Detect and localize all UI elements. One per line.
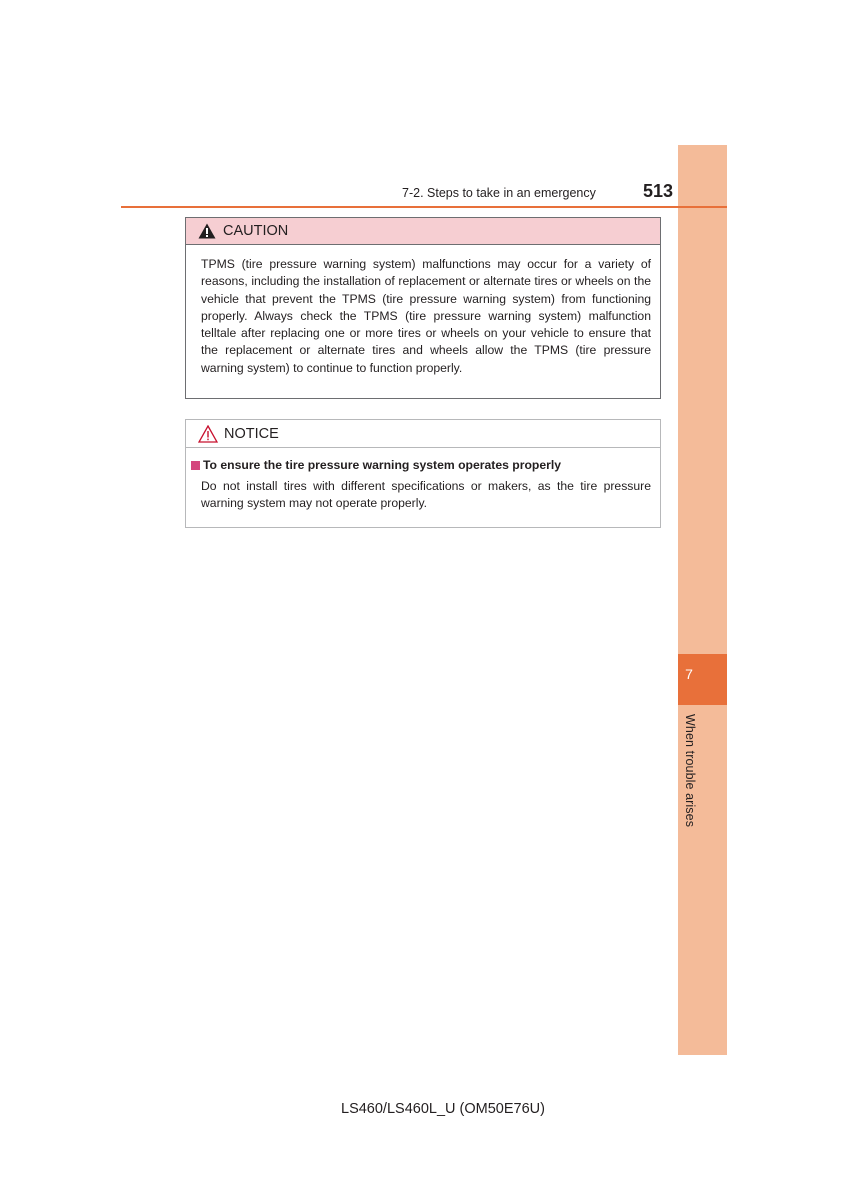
header-rule — [121, 206, 727, 208]
caution-text: TPMS (tire pressure warning system) malfunctions may occur for a variety of reasons, including the installation of replacement or alternate tires or wheels on the vehicle that prevent the TPMS (tire pressure warning system) from functioning properly. Always check the TPMS (tire pressure warning system) malfunction telltale after replacing one or more tires or wheels on your vehicle to ensure that the replacement or alternate tires and wheels allow the TPMS (tire pressure warning system) to continue to function properly. — [201, 257, 651, 375]
chapter-side-tab — [678, 145, 727, 1055]
bullet-square-icon — [191, 461, 200, 470]
notice-subheading — [191, 458, 660, 472]
notice-header — [186, 420, 660, 448]
caution-header — [186, 218, 660, 245]
notice-text: Do not install tires with different specifications or makers, as the tire pressure warning system may not operate properly. — [201, 479, 651, 511]
page-number: 513 — [643, 181, 674, 201]
footer-model: LS460/LS460L_U (OM50E76U) — [341, 1101, 545, 1117]
warning-triangle-icon — [198, 223, 216, 239]
chapter-number: 7 — [685, 666, 693, 682]
notice-triangle-icon — [198, 425, 218, 443]
notice-box — [185, 419, 661, 528]
notice-subheading-text: To ensure the tire pressure warning system operates properly — [203, 458, 562, 472]
caution-box — [185, 217, 661, 399]
notice-title: NOTICE — [224, 425, 279, 442]
caution-title: CAUTION — [223, 223, 289, 239]
chapter-label: When trouble arises — [683, 714, 697, 828]
section-title: 7-2. Steps to take in an emergency — [402, 186, 596, 200]
